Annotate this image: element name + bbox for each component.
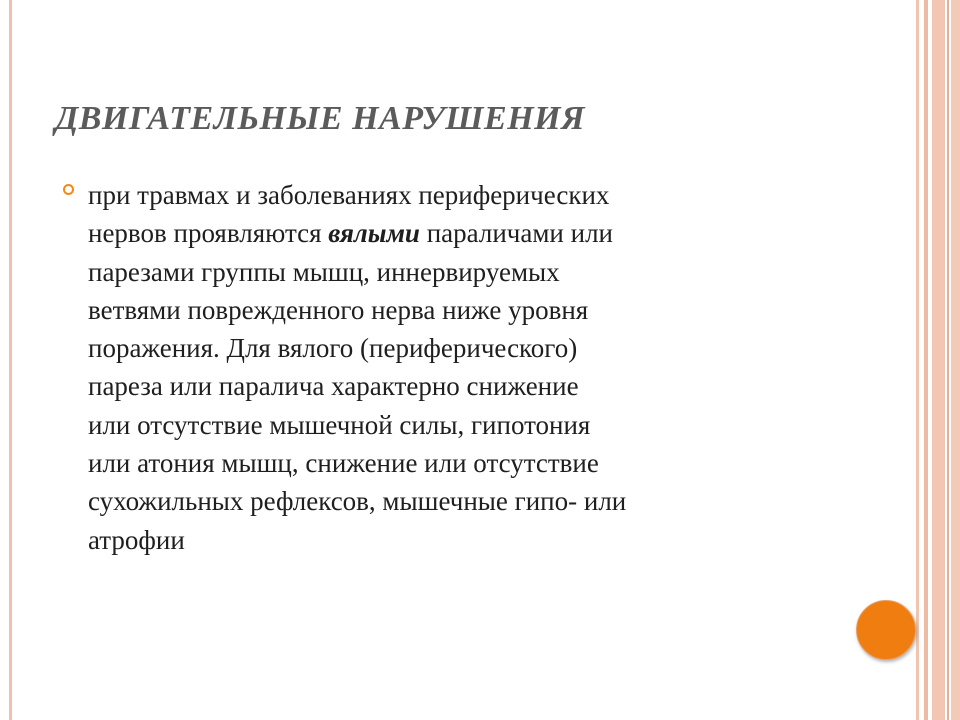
text-fragment: нервов проявляются bbox=[88, 218, 329, 249]
bullet-text bbox=[88, 176, 828, 559]
text-line: ветвями поврежденного нерва ниже уровня bbox=[88, 294, 589, 325]
left-border-decoration bbox=[9, 0, 12, 720]
right-stripes-decoration bbox=[916, 0, 960, 720]
stripe bbox=[947, 0, 949, 720]
decorative-circle bbox=[856, 600, 916, 660]
text-line: поражения. Для вялого (периферического) bbox=[88, 333, 578, 364]
text-line: или отсутствие мышечной силы, гипотония bbox=[88, 409, 591, 440]
stripe bbox=[951, 0, 960, 720]
emphasized-word: вялыми bbox=[328, 218, 420, 249]
text-line: при травмах и заболеваниях периферических bbox=[88, 180, 610, 210]
text-line bbox=[88, 214, 828, 252]
text-line: или атония мышц, снижение или отсутствие bbox=[88, 448, 599, 479]
bullet-circle-icon bbox=[63, 184, 74, 195]
text-line: парезами группы мышц, иннервируемых bbox=[88, 256, 560, 287]
stripe bbox=[932, 0, 945, 720]
text-line: сухожильных рефлексов, мышечные гипо- или bbox=[88, 486, 627, 517]
stripe bbox=[924, 0, 928, 720]
stripe bbox=[916, 0, 919, 720]
text-fragment: параличами или bbox=[419, 218, 614, 249]
text-line: пареза или паралича характерно снижение bbox=[88, 371, 579, 402]
text-line: атрофии bbox=[88, 524, 185, 555]
slide-title: ДВИГАТЕЛЬНЫЕ НАРУШЕНИЯ bbox=[55, 100, 586, 137]
